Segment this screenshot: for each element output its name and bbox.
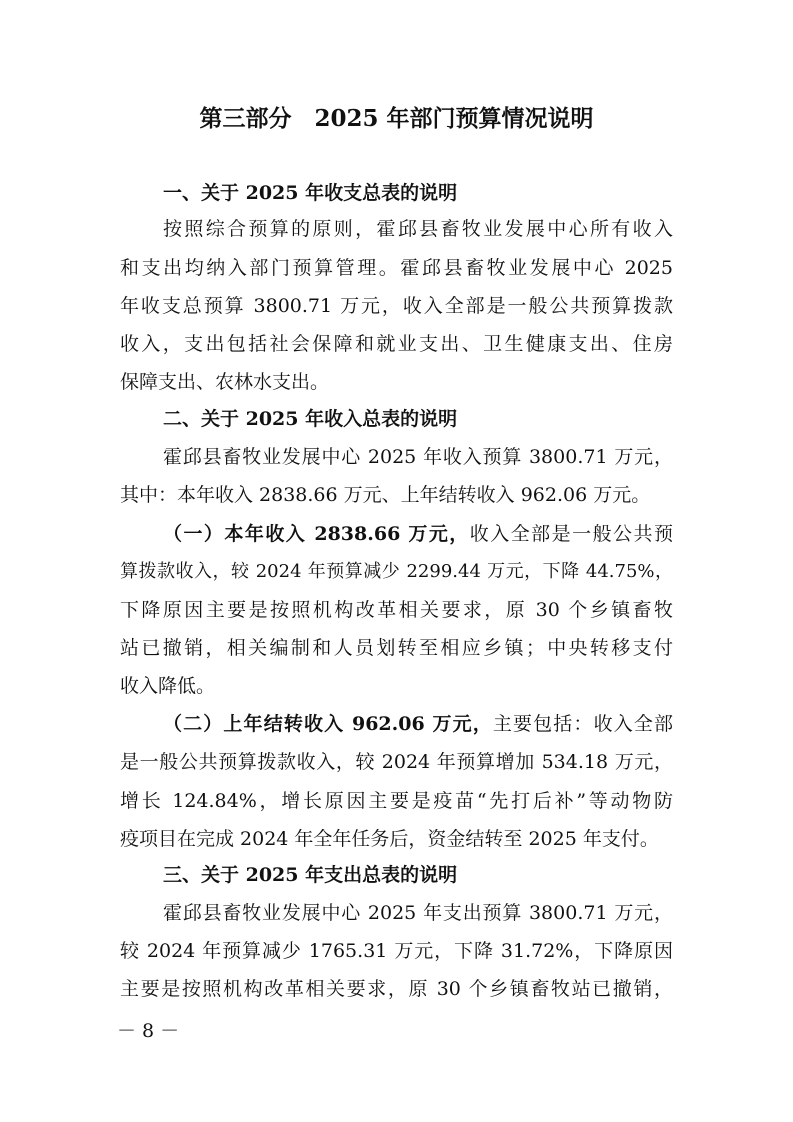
paragraph-line: 算拨款收入，较 2024 年预算减少 2299.44 万元，下降 44.75%， [120,561,673,582]
paragraph-line: 是一般公共预算拨款收入，较 2024 年预算增加 534.18 万元， [120,751,673,773]
page-number: － 8 － [117,1020,180,1042]
page-title: 第三部分 2025 年部门预算情况说明 [199,105,594,132]
paragraph-line: 和支出均纳入部门预算管理。霍邱县畜牧业发展中心 2025 [120,257,673,279]
paragraph-line: 霍邱县畜牧业发展中心 2025 年收入预算 3800.71 万元， [163,446,673,468]
paragraph-line: 较 2024 年预算减少 1765.31 万元，下降 31.72%，下降原因 [120,940,673,962]
paragraph-line: 增长 124.84%，增长原因主要是疫苗“先打后补”等动物防 [120,790,673,812]
paragraph-line: 保障支出、农林水支出。 [120,371,330,393]
item-text: 主要包括：收入全部 [492,713,673,735]
paragraph-line: 疫项目在完成 2024 年全年任务后，资金结转至 2025 年支付。 [120,828,659,850]
section-heading-1: 一、关于 2025 年收支总表的说明 [163,182,458,204]
section-heading-3: 三、关于 2025 年支出总表的说明 [163,864,458,886]
paragraph-line: 收入，支出包括社会保障和就业支出、卫生健康支出、住房 [120,333,673,355]
paragraph-line [163,521,673,547]
paragraph-line [163,711,673,737]
item-heading-2: （二）上年结转收入 962.06 万元， [163,713,493,735]
section-heading-2: 二、关于 2025 年收入总表的说明 [163,408,458,430]
paragraph-line: 主要是按照机构改革相关要求，原 30 个乡镇畜牧站已撤销， [120,978,673,1000]
paragraph-line: 下降原因主要是按照机构改革相关要求，原 30 个乡镇畜牧 [120,599,673,621]
paragraph-line: 霍邱县畜牧业发展中心 2025 年支出预算 3800.71 万元， [163,902,673,924]
paragraph-line: 收入降低。 [120,675,216,697]
paragraph-line: 其中：本年收入 2838.66 万元、上年结转收入 962.06 万元。 [120,484,651,506]
paragraph-line: 站已撤销，相关编制和人员划转至相应乡镇；中央转移支付 [120,637,673,659]
paragraph-line: 按照综合预算的原则，霍邱县畜牧业发展中心所有收入 [163,218,673,240]
paragraph-line: 年收支总预算 3800.71 万元，收入全部是一般公共预算拨款 [120,295,673,317]
item-text: 收入全部是一般公共预 [469,523,673,545]
item-heading-1: （一）本年收入 2838.66 万元， [163,523,470,545]
